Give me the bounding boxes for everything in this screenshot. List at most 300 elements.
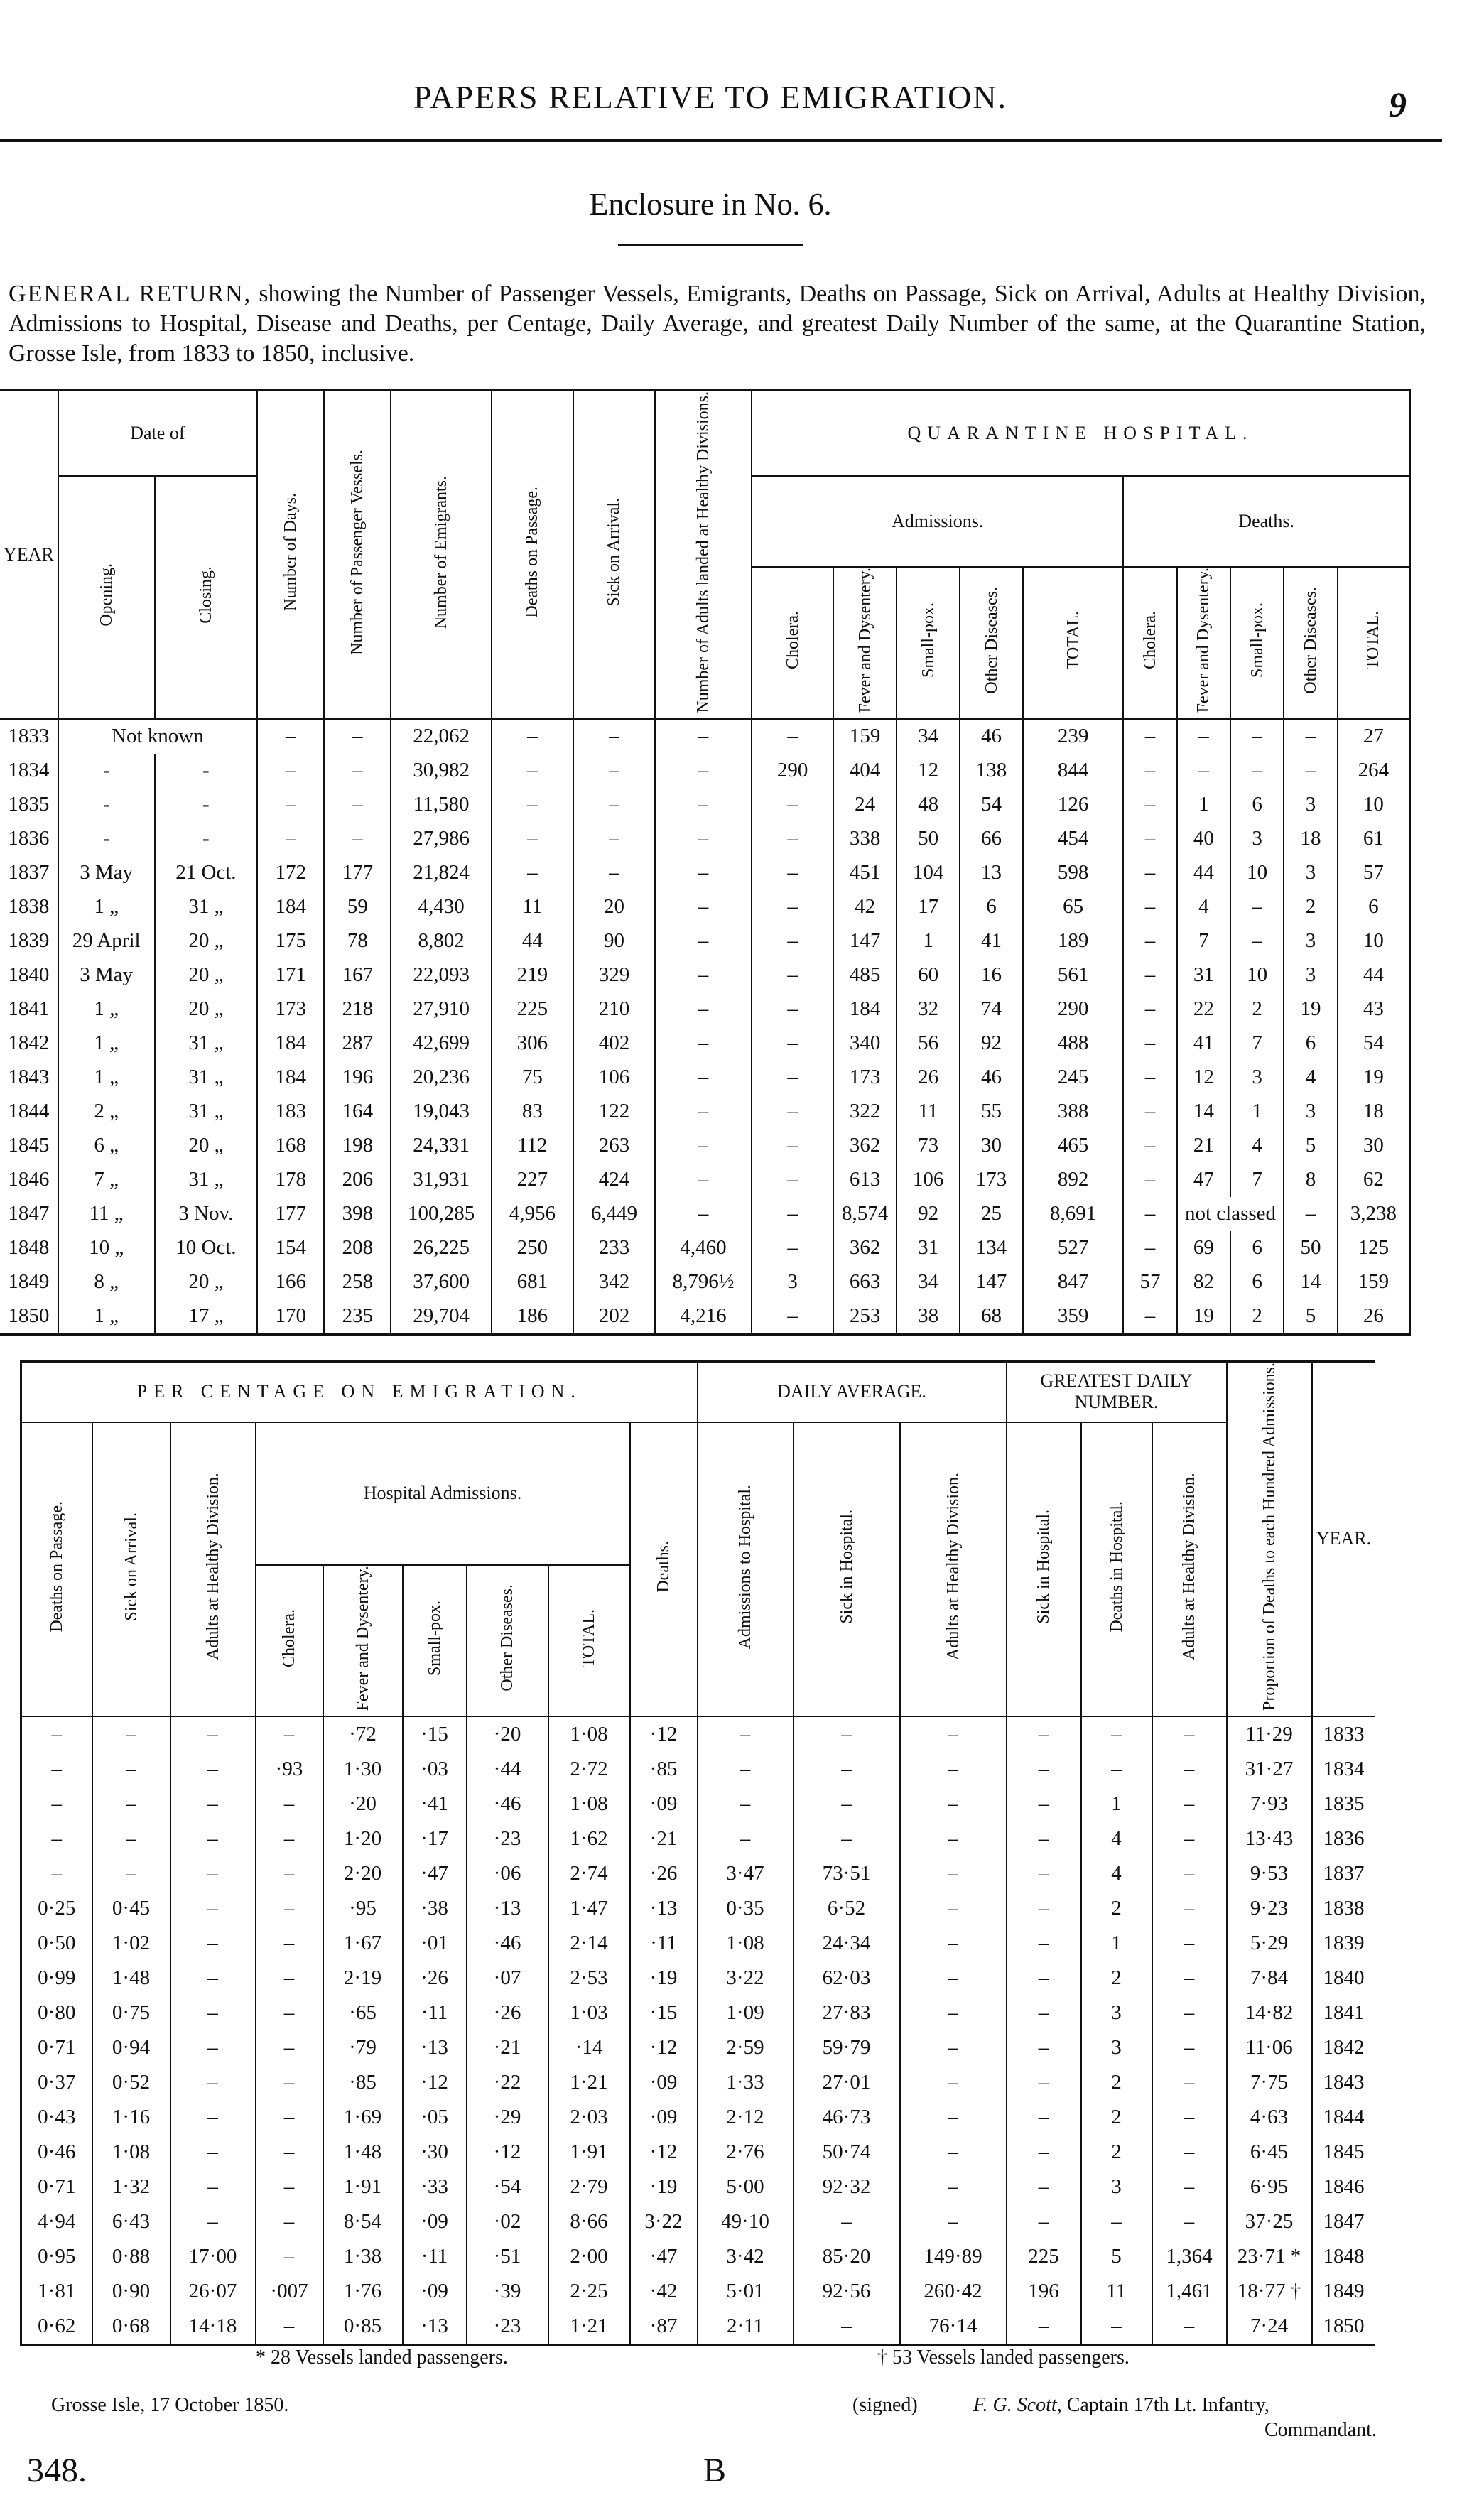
table-cell: – xyxy=(170,2204,256,2239)
header-adm-total: TOTAL. xyxy=(1023,567,1123,718)
table-cell: – xyxy=(1007,2170,1081,2204)
header-adm-other: Other Diseases. xyxy=(960,567,1023,718)
table-cell: – xyxy=(655,992,752,1027)
table-cell: – xyxy=(752,1163,833,1197)
table-cell: 22 xyxy=(1177,992,1230,1027)
table-cell: 1·03 xyxy=(548,1996,630,2030)
table-cell: 44 xyxy=(1177,856,1230,890)
table-cell: 202 xyxy=(573,1299,655,1335)
table-cell: 104 xyxy=(897,856,960,890)
table-cell: 41 xyxy=(960,924,1023,958)
table-cell: 3 xyxy=(1081,1996,1152,2030)
table-cell: 561 xyxy=(1023,958,1123,992)
table-cell: 2 xyxy=(1081,1961,1152,1996)
table-row xyxy=(0,754,1410,788)
table-cell: 54 xyxy=(960,788,1023,822)
table-cell: 175 xyxy=(257,924,324,958)
table-cell: 30 xyxy=(1363,1134,1384,1157)
table-cell: 263 xyxy=(573,1129,655,1163)
table-row xyxy=(21,1752,1375,1787)
table-cell: 92·56 xyxy=(794,2274,900,2309)
table-cell: 1835 xyxy=(0,788,58,822)
table-cell: – xyxy=(1177,754,1230,788)
table-cell: Not known xyxy=(58,719,257,754)
table-cell: – xyxy=(698,1787,794,1822)
table-cell: – xyxy=(1007,2065,1081,2100)
table-cell: 8 xyxy=(1284,1163,1337,1197)
table-cell: 57 xyxy=(1123,1265,1176,1299)
table-cell: 168 xyxy=(257,1129,324,1163)
table-cell: 322 xyxy=(833,1095,897,1129)
table-cell: 171 xyxy=(257,958,324,992)
table-cell: 1850 xyxy=(1323,2314,1365,2337)
table-cell: 1 „ xyxy=(58,1299,155,1335)
table-cell: 362 xyxy=(833,1231,897,1265)
table-cell: 424 xyxy=(573,1163,655,1197)
table-cell: – xyxy=(170,2065,256,2100)
table-cell: 225 xyxy=(492,992,573,1027)
table-cell: – xyxy=(752,992,833,1027)
table-cell: – xyxy=(256,2065,323,2100)
table-cell: – xyxy=(1123,1197,1176,1231)
place-date: Grosse Isle, 17 October 1850. xyxy=(51,2394,289,2416)
header-adm-fever: Fever and Dysentery. xyxy=(833,567,897,718)
table-row xyxy=(0,1163,1410,1197)
table-cell: – xyxy=(257,719,324,754)
table-cell: 1844 xyxy=(1323,2105,1365,2128)
table-cell: – xyxy=(1123,754,1176,788)
table-cell: 1·62 xyxy=(548,1822,630,1856)
table-cell: 12 xyxy=(897,754,960,788)
table-cell: 20 „ xyxy=(155,1129,257,1163)
table-cell: 31 xyxy=(897,1231,960,1265)
table-cell: – xyxy=(1230,754,1284,788)
table-cell: – xyxy=(256,2100,323,2135)
table-cell: 20 „ xyxy=(155,958,257,992)
table-cell: 1·08 xyxy=(548,1787,630,1822)
table-cell: 24·34 xyxy=(794,1926,900,1961)
table-cell: 26,225 xyxy=(391,1231,491,1265)
table-cell: 122 xyxy=(573,1095,655,1129)
table-cell: 0·35 xyxy=(698,1891,794,1926)
table-cell: – xyxy=(655,754,752,788)
quarantine-return-table xyxy=(0,389,1411,1336)
description-text: showing the Number of Passenger Vessels, Emigrants, Deaths on Passage, Sick on Arrival, Adults at Healthy Division, Admissions to Hospital, Disease and Deaths, per Centage, Daily Average, and greatest Daily Number of the same, at the Quarantine Station, Grosse Isle, from 1833 to 1850, inclusive. xyxy=(9,281,1426,367)
percentage-return-table xyxy=(20,1360,1375,2346)
header-proportion: Proportion of Deaths to each Hundred Admissions. xyxy=(1227,1362,1312,1716)
table-cell: – xyxy=(900,1752,1007,1787)
table-cell: 485 xyxy=(833,958,897,992)
table-cell: ·87 xyxy=(630,2309,698,2345)
table-cell: 82 xyxy=(1177,1265,1230,1299)
table-cell: 20 „ xyxy=(155,924,257,958)
table-cell: 50·74 xyxy=(794,2135,900,2170)
table-cell: 1·67 xyxy=(323,1926,403,1961)
table-cell: 1·48 xyxy=(92,1961,170,1996)
header-closing: Closing. xyxy=(155,476,257,719)
table-cell: 7·84 xyxy=(1227,1961,1312,1996)
table-row xyxy=(21,1787,1375,1822)
table-cell: 196 xyxy=(324,1061,391,1095)
table-cell: 663 xyxy=(833,1265,897,1299)
header-days: Number of Days. xyxy=(257,391,324,719)
table-cell: – xyxy=(21,1787,92,1822)
table-cell: 5·01 xyxy=(698,2274,794,2309)
header-dth-total: TOTAL. xyxy=(1338,567,1410,718)
table-cell: 0·62 xyxy=(21,2309,92,2345)
table-cell: 173 xyxy=(960,1163,1023,1197)
table-cell: 1 „ xyxy=(58,890,155,924)
table-cell: 196 xyxy=(1007,2274,1081,2309)
table-cell: ·93 xyxy=(256,1752,323,1787)
table-cell: 14 xyxy=(1284,1265,1337,1299)
table-cell: – xyxy=(1152,1891,1227,1926)
table-cell: 0·75 xyxy=(92,1996,170,2030)
table-cell: – xyxy=(1152,1926,1227,1961)
table-cell: 27·01 xyxy=(794,2065,900,2100)
table-cell: 2·00 xyxy=(548,2239,630,2274)
table-cell: 22,093 xyxy=(391,958,491,992)
table-cell: 47 xyxy=(1177,1163,1230,1197)
table-cell: 527 xyxy=(1023,1231,1123,1265)
table-cell: 1·69 xyxy=(323,2100,403,2135)
table-cell: 5·00 xyxy=(698,2170,794,2204)
table-cell: 19 xyxy=(1363,1066,1384,1089)
description-lead: GENERAL RETURN, xyxy=(9,281,252,307)
table-cell: 10 xyxy=(1230,958,1284,992)
table-cell: 10 „ xyxy=(58,1231,155,1265)
table-cell: – xyxy=(752,1231,833,1265)
table-cell: 2 xyxy=(1081,1891,1152,1926)
table-cell: – xyxy=(1152,1787,1227,1822)
table-cell: 46·73 xyxy=(794,2100,900,2135)
table-cell: – xyxy=(752,822,833,856)
table-cell: – xyxy=(257,754,324,788)
table-row xyxy=(21,2065,1375,2100)
table-cell: – xyxy=(752,1129,833,1163)
table-cell: ·29 xyxy=(467,2100,548,2135)
table-cell: 1848 xyxy=(1323,2244,1365,2268)
table-cell: 1 „ xyxy=(58,992,155,1027)
table-cell: – xyxy=(170,2100,256,2135)
table-cell: 3,238 xyxy=(1350,1202,1397,1225)
table-cell: 0·25 xyxy=(21,1891,92,1926)
table-cell: ·26 xyxy=(403,1961,467,1996)
table-cell: 3·22 xyxy=(698,1961,794,1996)
table-cell: 147 xyxy=(833,924,897,958)
table-cell: 4 xyxy=(1081,1856,1152,1891)
table-cell: – xyxy=(573,856,655,890)
table-cell: 18 xyxy=(1284,822,1337,856)
table-cell: 2 xyxy=(1230,1299,1284,1335)
return-description xyxy=(9,279,1426,369)
table-cell: 844 xyxy=(1023,754,1123,788)
header-dth-cholera: Cholera. xyxy=(1123,567,1176,718)
table-cell: 19 xyxy=(1284,992,1337,1027)
header-deaths: Deaths. xyxy=(1123,476,1409,568)
table-cell: 1849 xyxy=(1323,2279,1365,2302)
table-cell: – xyxy=(170,1891,256,1926)
table-cell: 6·95 xyxy=(1227,2170,1312,2204)
table-cell: – xyxy=(1152,2135,1227,2170)
table-cell: – xyxy=(1152,2100,1227,2135)
header-daily-average: DAILY AVERAGE. xyxy=(698,1362,1007,1422)
table-cell: – xyxy=(92,1787,170,1822)
table-cell: – xyxy=(1007,1822,1081,1856)
table-cell: ·09 xyxy=(630,2100,698,2135)
table-cell: – xyxy=(1152,2170,1227,2204)
header-rule xyxy=(0,139,1442,142)
signature-letter: B xyxy=(703,2452,727,2489)
table-cell: 7·93 xyxy=(1227,1787,1312,1822)
table-cell: – xyxy=(1230,924,1284,958)
table-cell: 20 „ xyxy=(155,1265,257,1299)
table-row xyxy=(0,1129,1410,1163)
table-cell: – xyxy=(655,890,752,924)
table-cell: – xyxy=(256,1716,323,1752)
table-cell: – xyxy=(1007,1856,1081,1891)
table-cell: 50 xyxy=(897,822,960,856)
table-cell: – xyxy=(900,1856,1007,1891)
table-cell: – xyxy=(900,1716,1007,1752)
table-cell: – xyxy=(92,1752,170,1787)
table-cell: 258 xyxy=(324,1265,391,1299)
table-cell: – xyxy=(1152,1752,1227,1787)
table-cell: 18 xyxy=(1363,1100,1384,1123)
table-cell: 340 xyxy=(833,1027,897,1061)
table-cell: ·20 xyxy=(323,1787,403,1822)
table-cell: 1,364 xyxy=(1152,2239,1227,2274)
table-cell: – xyxy=(324,788,391,822)
table-cell: 20 xyxy=(573,890,655,924)
table-cell: 173 xyxy=(257,992,324,1027)
signatory-name: F. G. Scott, xyxy=(973,2394,1062,2416)
table-cell: – xyxy=(256,1926,323,1961)
table-cell: ·11 xyxy=(403,1996,467,2030)
header-admissions: Admissions. xyxy=(752,476,1123,568)
table-cell: 21 Oct. xyxy=(155,856,257,890)
table-cell: 76·14 xyxy=(900,2309,1007,2345)
table-cell: 398 xyxy=(324,1197,391,1231)
table-cell: – xyxy=(1152,1961,1227,1996)
table-cell: 3·42 xyxy=(698,2239,794,2274)
table-cell: 62 xyxy=(1363,1168,1384,1191)
table-cell: 8 „ xyxy=(58,1265,155,1299)
table-cell: 184 xyxy=(257,1061,324,1095)
table-cell: 21,824 xyxy=(391,856,491,890)
table-cell: 55 xyxy=(960,1095,1023,1129)
table-cell: 2·72 xyxy=(548,1752,630,1787)
table-cell: 0·94 xyxy=(92,2030,170,2065)
table-cell: 31 „ xyxy=(155,1095,257,1129)
table-cell: ·13 xyxy=(403,2309,467,2345)
table-cell: 1843 xyxy=(1323,2070,1365,2094)
table-cell: – xyxy=(1284,719,1337,754)
header-year-bottom: YEAR. xyxy=(1312,1362,1375,1716)
table-cell: 1839 xyxy=(1323,1931,1365,1954)
table-cell: 30 xyxy=(960,1129,1023,1163)
table-row xyxy=(0,1027,1410,1061)
table-cell: 264 xyxy=(1358,759,1390,782)
table-cell: 2·53 xyxy=(548,1961,630,1996)
table-cell: 159 xyxy=(1358,1270,1390,1294)
table-row xyxy=(0,1231,1410,1265)
table-cell: – xyxy=(1152,1716,1227,1752)
table-cell: 59 xyxy=(324,890,391,924)
table-cell: 31 „ xyxy=(155,1061,257,1095)
header-hospital-admissions: Hospital Admissions. xyxy=(256,1422,630,1565)
table-cell: 1844 xyxy=(0,1095,58,1129)
table-cell: – xyxy=(900,2030,1007,2065)
table-cell: 37·25 xyxy=(1227,2204,1312,2239)
table-cell: 359 xyxy=(1023,1299,1123,1335)
table-cell: ·15 xyxy=(403,1716,467,1752)
header-b-adults-healthy: Adults at Healthy Division. xyxy=(170,1422,256,1716)
table-cell: – xyxy=(1230,890,1284,924)
table-cell: 134 xyxy=(960,1231,1023,1265)
table-cell: 1·08 xyxy=(548,1716,630,1752)
table-cell: 227 xyxy=(492,1163,573,1197)
table-cell: 681 xyxy=(492,1265,573,1299)
table-cell: 19,043 xyxy=(391,1095,491,1129)
table-cell: – xyxy=(1007,1891,1081,1926)
header-b-smallpox: Small-pox. xyxy=(403,1565,467,1716)
table-cell: 32 xyxy=(897,992,960,1027)
table-row xyxy=(0,1197,1410,1231)
table-cell: 24 xyxy=(833,788,897,822)
table-cell: 66 xyxy=(960,822,1023,856)
table-cell: – xyxy=(256,2135,323,2170)
table-cell: – xyxy=(752,1061,833,1095)
table-cell: ·06 xyxy=(467,1856,548,1891)
table-cell: 465 xyxy=(1023,1129,1123,1163)
table-cell: 338 xyxy=(833,822,897,856)
header-b-other: Other Diseases. xyxy=(467,1565,548,1716)
table-cell: – xyxy=(1081,1716,1152,1752)
table-cell: 206 xyxy=(324,1163,391,1197)
table-cell: ·15 xyxy=(630,1996,698,2030)
table-cell: ·47 xyxy=(403,1856,467,1891)
table-cell: 42 xyxy=(833,890,897,924)
percentage-table-body xyxy=(21,1716,1375,2345)
table-cell: 1842 xyxy=(0,1027,58,1061)
table-cell: 8·66 xyxy=(548,2204,630,2239)
table-row xyxy=(0,890,1410,924)
table-cell: ·46 xyxy=(467,1926,548,1961)
enclosure-title: Enclosure in No. 6. xyxy=(589,187,832,222)
table-cell: 1839 xyxy=(0,924,58,958)
table-cell: 126 xyxy=(1023,788,1123,822)
table-cell: ·12 xyxy=(630,2030,698,2065)
table-cell: ·95 xyxy=(323,1891,403,1926)
table-cell: – xyxy=(900,2065,1007,2100)
table-cell: 90 xyxy=(573,924,655,958)
table-cell: 147 xyxy=(960,1265,1023,1299)
table-cell: – xyxy=(170,2170,256,2204)
table-cell: – xyxy=(256,1996,323,2030)
table-cell: – xyxy=(1007,2309,1081,2345)
table-cell: – xyxy=(1007,1926,1081,1961)
table-cell: 7 „ xyxy=(58,1163,155,1197)
table-cell: 5 xyxy=(1284,1129,1337,1163)
table-cell: – xyxy=(655,1163,752,1197)
table-cell: 7 xyxy=(1177,924,1230,958)
table-cell: 0·46 xyxy=(21,2135,92,2170)
table-cell: 34 xyxy=(897,1265,960,1299)
table-cell: 13 xyxy=(960,856,1023,890)
table-cell: ·03 xyxy=(403,1752,467,1787)
table-cell: 233 xyxy=(573,1231,655,1265)
table-cell: 1836 xyxy=(0,822,58,856)
table-row xyxy=(21,2100,1375,2135)
table-cell: 6 xyxy=(1284,1027,1337,1061)
table-cell: – xyxy=(324,754,391,788)
table-cell: 3 May xyxy=(58,958,155,992)
table-cell: – xyxy=(170,2135,256,2170)
table-cell: ·19 xyxy=(630,1961,698,1996)
table-cell: 2 xyxy=(1230,992,1284,1027)
table-cell: 6,449 xyxy=(573,1197,655,1231)
table-cell: 178 xyxy=(257,1163,324,1197)
table-cell: 3·47 xyxy=(698,1856,794,1891)
header-dth-fever: Fever and Dysentery. xyxy=(1177,567,1230,718)
signatory-title: Captain 17th Lt. Infantry, xyxy=(1066,2394,1269,2416)
table-cell: 19 xyxy=(1177,1299,1230,1335)
table-cell: 3 xyxy=(1284,924,1337,958)
table-cell: 8,691 xyxy=(1023,1197,1123,1231)
table-cell: 1846 xyxy=(1323,2175,1365,2198)
table-cell: 4·94 xyxy=(21,2204,92,2239)
table-cell: – xyxy=(1123,1163,1176,1197)
footnote-1848-vessels: * 28 Vessels landed passengers. xyxy=(256,2347,508,2369)
table-cell: 159 xyxy=(833,719,897,754)
table-cell: 1·32 xyxy=(92,2170,170,2204)
table-cell: – xyxy=(21,1856,92,1891)
table-cell: – xyxy=(1152,1822,1227,1856)
table-cell: – xyxy=(1007,2135,1081,2170)
table-cell: 7·24 xyxy=(1227,2309,1312,2345)
header-b-admissions-hospital: Admissions to Hospital. xyxy=(698,1422,794,1716)
table-cell: – xyxy=(655,924,752,958)
table-cell: – xyxy=(752,958,833,992)
table-cell: – xyxy=(1152,1856,1227,1891)
table-cell: ·42 xyxy=(630,2274,698,2309)
table-cell: 44 xyxy=(1363,963,1384,987)
table-row xyxy=(0,992,1410,1027)
table-cell: 167 xyxy=(324,958,391,992)
table-cell: 30,982 xyxy=(391,754,491,788)
header-quarantine-hospital: QUARANTINE HOSPITAL. xyxy=(752,391,1409,476)
table-cell: 4,216 xyxy=(655,1299,752,1335)
header-greatest-daily: GREATEST DAILY NUMBER. xyxy=(1007,1362,1227,1422)
table-cell: 0·37 xyxy=(21,2065,92,2100)
table-cell: ·23 xyxy=(467,1822,548,1856)
table-cell: – xyxy=(1123,890,1176,924)
table-cell: 62·03 xyxy=(794,1961,900,1996)
table-cell: – xyxy=(794,2309,900,2345)
table-cell: ·30 xyxy=(403,2135,467,2170)
header-g-deaths-hospital: Deaths in Hospital. xyxy=(1081,1422,1152,1716)
table-cell: 25 xyxy=(960,1197,1023,1231)
table-cell: – xyxy=(1081,1752,1152,1787)
quarantine-table-body xyxy=(0,719,1410,1335)
table-cell: 85·20 xyxy=(794,2239,900,2274)
table-cell: ·21 xyxy=(467,2030,548,2065)
table-cell: – xyxy=(170,1822,256,1856)
table-cell: 1·91 xyxy=(323,2170,403,2204)
table-cell: 1850 xyxy=(0,1299,58,1335)
table-cell: 6 xyxy=(1230,788,1284,822)
